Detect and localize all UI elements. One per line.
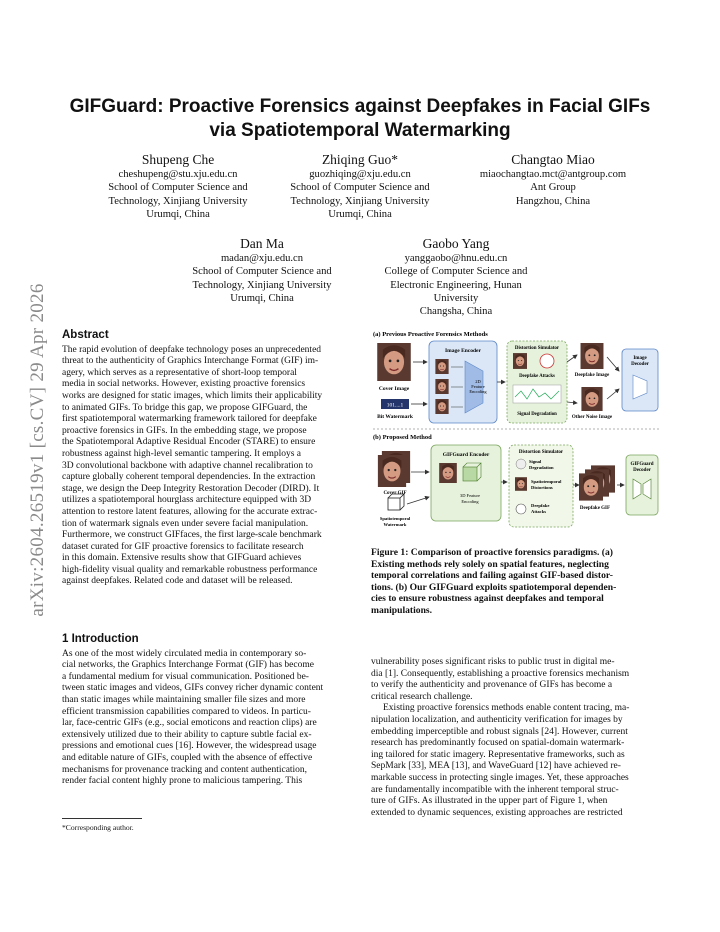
gg-dec-l1: GIFGuard: [630, 462, 654, 467]
st-watermark-cube: [388, 498, 400, 510]
signal-deg-a: Signal Degradation: [517, 412, 557, 417]
intro-section: [62, 634, 350, 788]
intro-line: mechanisms for provenance tracking and content authentication,: [62, 764, 308, 775]
author-affil: School of Computer Science and: [290, 182, 430, 194]
intro-para-1: [371, 657, 663, 703]
enc-b-face: [439, 463, 457, 483]
figure-1-caption: [371, 547, 663, 617]
intro-line: embedding imperceptible and robust signals [24]. However, current: [371, 726, 628, 737]
abstract-line: media in social networks. However, existing proactive forensics: [62, 379, 306, 390]
intro-line: tween static images and videos, GIFs convey richer dynamic content: [62, 683, 324, 694]
st-dist-l1: Spatiotemporal: [531, 479, 562, 484]
sig-deg-b-l2: Degradation: [529, 465, 554, 470]
caption-line: manipulations.: [371, 604, 433, 616]
intro-line: As one of the most widely circulated media in contemporary so-: [62, 648, 307, 659]
intro-line: markable success in protecting single images. Yet, these approaches: [371, 772, 629, 783]
intro-line: extended to dynamic sequences, existing approaches are restricted: [371, 807, 623, 818]
other-noise-label: Other Noise Image: [571, 415, 613, 420]
abstract-line: the Spatiotemporal Adaptive Residual Encoder (STARE) to ensure: [62, 437, 316, 448]
img-dec-l2: Decoder: [631, 362, 649, 367]
paper-title: [62, 95, 658, 143]
intro-line: a fundamental medium for visual communication. Positioned be-: [62, 671, 309, 682]
intro-line: critical research challenge.: [371, 691, 473, 702]
abstract-line: against deepfakes. Related code and dataset will be released.: [62, 576, 293, 587]
panel-a-label: (a) Previous Proactive Forensics Methods: [373, 331, 488, 338]
author-affil: School of Computer Science and: [108, 182, 248, 194]
intro-line: SepMark [33], MEA [13], and WaveGuard [12] have achieved re-: [371, 761, 621, 772]
author-name: Zhiqing Guo*: [321, 152, 399, 167]
intro-line: dia [1]. Consequently, establishing a proactive forensics mechanism: [371, 668, 630, 679]
author-name: Changtao Miao: [511, 152, 595, 167]
feat-2d-l1: 2D: [475, 379, 481, 384]
img-dec-l1: Image: [633, 356, 647, 361]
enc-face-3: [435, 399, 448, 414]
author-loc: Urumqi, China: [230, 292, 294, 304]
dist-sim-b-label: Distortion Simulator: [518, 450, 564, 455]
intro-body-right: [371, 657, 663, 819]
bits-text: 101....1: [386, 402, 404, 409]
intro-heading: 1 Introduction: [62, 633, 139, 645]
author-name: Gaobo Yang: [422, 236, 490, 251]
abstract-line: attention to restore latent features, allowing for the accurate extrac-: [62, 506, 318, 517]
figure-1-diagram: [371, 327, 663, 542]
intro-line: extensively utilized due to their ability to capture subtle facial ex-: [62, 729, 312, 740]
arxiv-id-text: arXiv:2604.26519v1 [cs.CV] 29 Apr 2026: [27, 283, 48, 617]
abstract-line: agery, which serves as a representative of short-loop temporal: [62, 367, 297, 378]
caption-line: cies to ensure robustness against deepfakes and temporal: [371, 593, 604, 605]
abstract-line: high-fidelity visual quality and remarkable robustness performance: [62, 564, 318, 575]
abstract-line: tion of watermark signals even under severe facial manipulation.: [62, 518, 309, 529]
author-email[interactable]: miaochangtao.mct@antgroup.com: [479, 169, 627, 180]
df-att-b-l2: Attacks: [531, 509, 547, 514]
intro-line: ing tailored for static imagery. Representative frameworks, such as: [371, 749, 625, 760]
abstract-line: capture globally coherent temporal dependencies. In the extraction: [62, 472, 316, 483]
intro-line: than static images while maintaining smaller file sizes and more: [62, 694, 306, 705]
arxiv-identifier: [4, 250, 64, 650]
intro-line: efficient transmission capabilities compared to videos. In particu-: [62, 706, 311, 717]
abstract-line: to animated GIFs. To bridge this gap, we propose GIFGuard, the: [62, 402, 308, 413]
intro-line: to verify the authenticity and provenance of GIFs has become a: [371, 680, 613, 691]
3d-feature-cube: [463, 467, 477, 481]
image-encoder-label: Image Encoder: [445, 348, 481, 354]
deepfake-image-label: Deepfake Image: [574, 373, 610, 378]
author-block-guo: [270, 151, 450, 221]
feat-3d-l2: Encoding: [461, 499, 479, 504]
title-line-1: GIFGuard: Proactive Forensics against Deepfakes in Facial GIFs: [69, 96, 651, 117]
deepfake-gif-label: Deepfake GIF: [579, 506, 611, 511]
author-email[interactable]: madan@xju.edu.cn: [220, 253, 304, 264]
feat-3d-l1: 3D Feature: [459, 493, 481, 498]
author-block-che: [88, 151, 268, 221]
dist-sim-a-label: Distortion Simulator: [514, 346, 560, 351]
intro-line: are fundamentally incompatible with the inherent temporal struc-: [371, 784, 619, 795]
abstract-section: [62, 330, 350, 588]
author-name: Dan Ma: [240, 236, 284, 251]
author-block-miao: [458, 151, 648, 208]
title-line-2: via Spatiotemporal Watermarking: [209, 120, 511, 141]
author-affil: Technology, Xinjiang University: [108, 195, 248, 207]
abstract-heading: Abstract: [62, 329, 109, 341]
abstract-line: first spatiotemporal watermarking framework tailored for deepfake: [62, 414, 317, 425]
author-block-ma: [172, 235, 352, 305]
intro-line: and editable nature of GIFs, coupled with the absence of effective: [62, 752, 313, 763]
author-block-yang: [366, 235, 546, 318]
abstract-line: 3D convolutional backbone with adaptive channel recalibration to: [62, 460, 313, 471]
author-loc: Hangzhou, China: [515, 195, 591, 207]
author-affil: Electronic Engineering, Hunan: [390, 279, 522, 291]
abstract-line: dataset curated for GIF proactive forensics to facilitate research: [62, 541, 304, 552]
author-affil: Technology, Xinjiang University: [290, 195, 430, 207]
author-loc: Urumqi, China: [146, 208, 210, 220]
intro-line: lar, face-centric GIFs (e.g., social emoticons and reaction clips) are: [62, 718, 317, 729]
author-affil: Ant Group: [530, 182, 576, 194]
author-email[interactable]: guozhiqing@xju.edu.cn: [309, 169, 411, 180]
caption-line: Figure 1: Comparison of proactive forensics paradigms. (a): [371, 547, 613, 558]
enc-face-1: [435, 359, 448, 374]
signal-icon: [516, 459, 526, 469]
deepfake-attacks-a: Deepfake Attacks: [519, 374, 555, 379]
author-affil: Technology, Xinjiang University: [192, 279, 332, 291]
sig-deg-b-l1: Signal: [529, 459, 542, 464]
panel-b-label: (b) Proposed Method: [373, 434, 432, 441]
other-noise-face: [581, 387, 602, 411]
abstract-line: utilizes a spatiotemporal hourglass architecture equipped with 3D: [62, 495, 312, 506]
feat-2d-l2: Feature: [471, 384, 485, 389]
intro-line: render facial content highly prone to malicious tampering. This: [62, 776, 303, 787]
abstract-line: in this domain. Extensive results show that GIFGuard achieves: [62, 553, 302, 564]
gg-dec-l2: Decoder: [633, 468, 651, 473]
figure-1: [371, 327, 663, 542]
intro-line: pressions and emotional cues [16]. However, the widespread usage: [62, 741, 317, 752]
st-dist-l2: Distortions: [531, 485, 553, 490]
attack-icon: [516, 504, 526, 514]
cover-image-label: Cover Image: [378, 386, 410, 392]
author-affil: College of Computer Science and: [384, 266, 528, 278]
intro-line: Existing proactive forensics methods enable content tracing, ma-: [383, 703, 630, 714]
deepfake-gif-face-front: [579, 473, 603, 500]
footnote: *Corresponding author.: [62, 823, 134, 832]
enc-face-2: [435, 379, 448, 394]
cover-gif-face-front: [378, 455, 406, 487]
abstract-line: robustness against high-level semantic tampering. It employs a: [62, 448, 302, 459]
st-wm-l2: Watermark: [383, 522, 407, 527]
author-loc: Urumqi, China: [328, 208, 392, 220]
bit-watermark-label: Bit Watermark: [377, 414, 413, 420]
deepfake-image-face: [581, 343, 604, 369]
intro-para-2: [371, 703, 663, 819]
cover-gif-label: Cover GIF: [383, 491, 407, 496]
abstract-line: proactive forensics in GIFs. In the embedding stage, we propose: [62, 425, 307, 436]
author-affil: School of Computer Science and: [192, 266, 332, 278]
abstract-line: Furthermore, we construct GIFfaces, the first large-scale benchmark: [62, 530, 322, 541]
abstract-body: [62, 345, 350, 588]
author-name: Shupeng Che: [141, 152, 215, 167]
author-loc: Changsha, China: [419, 306, 493, 318]
st-wm-l1: Spatiotemporal: [379, 516, 411, 521]
author-email[interactable]: yanggaobo@hnu.edu.cn: [404, 253, 508, 264]
cover-image-face: [377, 343, 411, 381]
sim-face-2: [540, 354, 554, 368]
st-dist-face: [515, 477, 527, 491]
intro-line: cial networks, the Graphics Interchange Format (GIF) has become: [62, 660, 314, 671]
intro-line: nipulation localization, and authenticity verification for images by: [371, 714, 623, 725]
feat-2d-l3: Encoding: [469, 389, 487, 394]
df-att-b-l1: Deepfake: [531, 503, 550, 508]
caption-line: temporal correlations and failing against GIF-based distor-: [371, 570, 613, 582]
intro-line: ture of GIFs. As illustrated in the upper part of Figure 1, when: [371, 796, 608, 807]
abstract-line: threat to the authenticity of Graphics Interchange Format (GIF) im-: [62, 356, 319, 367]
author-affil: University: [433, 292, 479, 304]
sim-face-1: [513, 353, 527, 369]
intro-body-left: [62, 649, 350, 788]
abstract-line: The rapid evolution of deepfake technology poses an unprecedented: [62, 344, 322, 355]
abstract-line: works are designed for static images, which limits their applicability: [62, 390, 323, 401]
caption-line: Existing methods rely solely on spatial features, neglecting: [371, 558, 609, 570]
gifguard-encoder-label: GIFGuard Encoder: [442, 452, 490, 458]
author-email[interactable]: cheshupeng@stu.xju.edu.cn: [118, 169, 238, 180]
caption-line: tions. (b) Our GIFGuard exploits spatiotemporal dependen-: [371, 581, 617, 593]
intro-line: research has predominantly focused on spatial-domain watermark-: [371, 738, 625, 749]
abstract-line: stage, we design the Deep Integrity Restoration Decoder (DIRD). It: [62, 483, 320, 494]
intro-line: vulnerability poses significant risks to public trust in digital me-: [371, 657, 615, 667]
footnote-rule: [62, 818, 142, 819]
